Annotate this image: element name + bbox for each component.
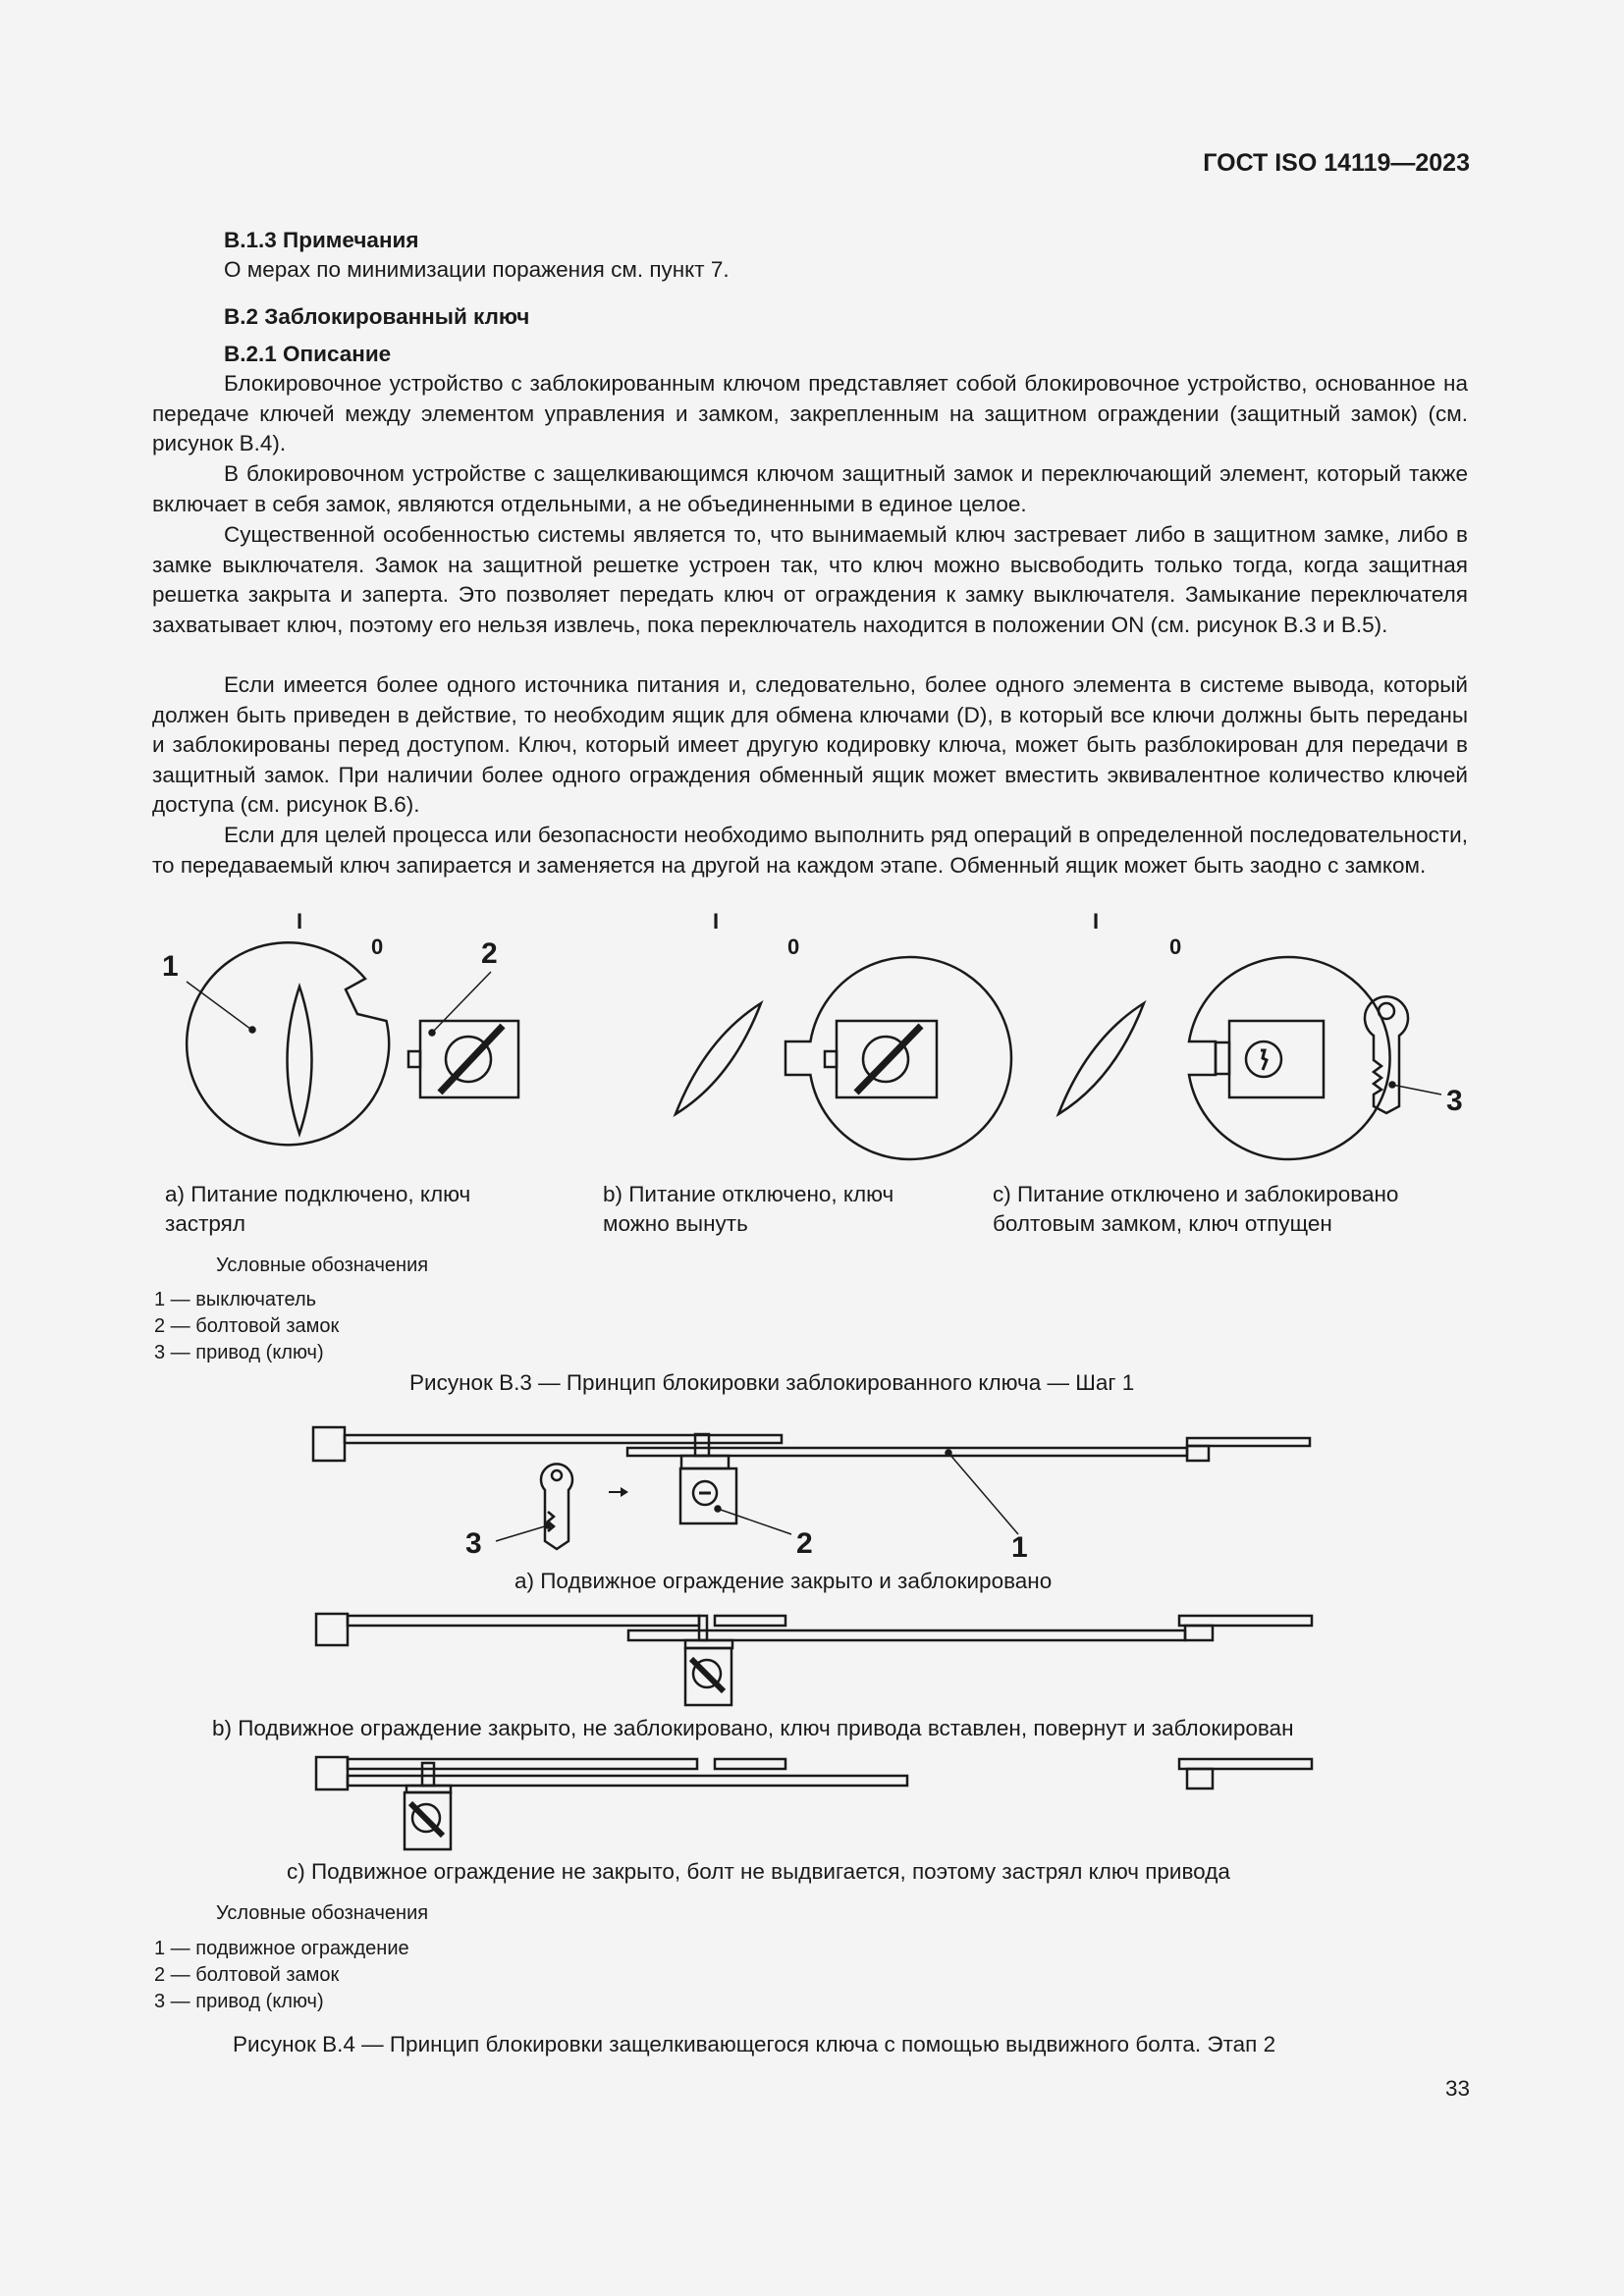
paragraph-1: Блокировочное устройство с заблокированным ключом представляет собой блокировочное устройство, основанное на передаче ключей между элементом управления и замком, закрепленным на защитном ограждении (защитный замок) (см. рисунок B.4).	[152, 371, 1468, 455]
switch-off-mark: 0	[787, 934, 800, 959]
legend-item: 1 — выключатель	[154, 1289, 317, 1310]
callout-2-bolt-lock: 2	[796, 1527, 813, 1560]
paragraph-3: Существенной особенностью системы является то, что вынимаемый ключ застревает либо в защитном замке, либо в замке выключателя. Замок на защитной решетке устроен так, что ключ можно высвободить только тогда, когда защитная решетка закрыта и заперта. Это позволяет передать ключ от ограждения к замку выключателя. Замыкание переключателя захватывает ключ, поэтому его нельзя извлечь, пока переключатель находится в положении ON (см. рисунок B.3 и B.5).	[152, 522, 1468, 637]
switch-on-mark: I	[297, 909, 303, 934]
switch-on-mark: I	[713, 909, 720, 934]
paragraph-4: Если имеется более одного источника питания и, следовательно, более одного элемента в системе вывода, который должен быть приведен в действие, то необходим ящик для обмена ключами (D), в который все ключи должны быть переданы и заблокированы перед доступом. Ключ, который имеет другую кодировку ключа, может быть разблокирован для передачи в защитный замок. При наличии более одного ограждения обменный ящик может вместить эквивалентное количество ключей доступа (см. рисунок B.6).	[152, 672, 1468, 817]
legend-item: 1 — подвижное ограждение	[154, 1938, 409, 1959]
legend-item: 3 — привод (ключ)	[154, 1991, 324, 2012]
callout-3-key: 3	[465, 1527, 482, 1560]
figure-b4-subcaption-b: b) Подвижное ограждение закрыто, не заблокировано, ключ привода вставлен, повернут и заблокирован	[212, 1716, 1294, 1740]
switch-on-mark: I	[1093, 909, 1100, 934]
switch-off-mark: 0	[371, 934, 384, 959]
figure-b3-caption: Рисунок B.3 — Принцип блокировки заблокированного ключа — Шаг 1	[409, 1370, 1135, 1395]
legend-item: 3 — привод (ключ)	[154, 1342, 324, 1363]
callout-1-switch: 1	[162, 950, 179, 983]
section-b13-text: О мерах по минимизации поражения см. пункт 7.	[224, 257, 730, 282]
figure-b4-subcaption-a: a) Подвижное ограждение закрыто и заблокировано	[514, 1569, 1053, 1593]
fixed-rail	[348, 1759, 697, 1769]
document-code: ГОСТ ISO 14119—2023	[1203, 149, 1470, 177]
callout-2-bolt-lock: 2	[481, 937, 498, 970]
caption-c-line2: болтовым замком, ключ отпущен	[993, 1211, 1332, 1236]
callout-1-movable-guard: 1	[1011, 1531, 1028, 1564]
paragraph-2: В блокировочном устройстве с защелкивающимся ключом защитный замок и переключающий элемент, который также включает в себя замок, являются отдельными, а не объединенными в единое целое.	[152, 461, 1468, 516]
switch-off-mark: 0	[1169, 934, 1182, 959]
caption-b-line2: можно вынуть	[603, 1211, 748, 1236]
legend-title: Условные обозначения	[216, 1255, 429, 1276]
legend-item: 2 — болтовой замок	[154, 1964, 340, 1986]
caption-c-line1: c) Питание отключено и заблокировано	[993, 1182, 1399, 1206]
guard-post-left	[316, 1757, 348, 1789]
section-heading-b2: B.2 Заблокированный ключ	[224, 304, 530, 329]
figure-b4-subcaption-c: c) Подвижное ограждение не закрыто, болт не выдвигается, поэтому застрял ключ привода	[287, 1859, 1230, 1884]
page-number: 33	[1444, 2076, 1470, 2101]
figure-b4-caption: Рисунок B.4 — Принцип блокировки защелкивающегося ключа с помощью выдвижного болта. Этап 2	[233, 2032, 1276, 2056]
paragraph-5: Если для целей процесса или безопасности необходимо выполнить ряд операций в определенной последовательности, то передаваемый ключ запирается и заменяется на другой на каждом этапе. Обменный ящик может быть заодно с замком.	[152, 823, 1468, 878]
legend-item: 2 — болтовой замок	[154, 1315, 340, 1337]
movable-guard	[348, 1776, 907, 1786]
callout-3-key: 3	[1446, 1085, 1463, 1117]
section-heading-b13: B.1.3 Примечания	[224, 228, 419, 252]
legend-title: Условные обозначения	[216, 1902, 429, 1924]
caption-b-line1: b) Питание отключено, ключ	[603, 1182, 894, 1206]
caption-a-line1: a) Питание подключено, ключ	[165, 1182, 471, 1206]
caption-a-line2: застрял	[165, 1211, 245, 1236]
section-heading-b21: B.2.1 Описание	[224, 342, 392, 366]
